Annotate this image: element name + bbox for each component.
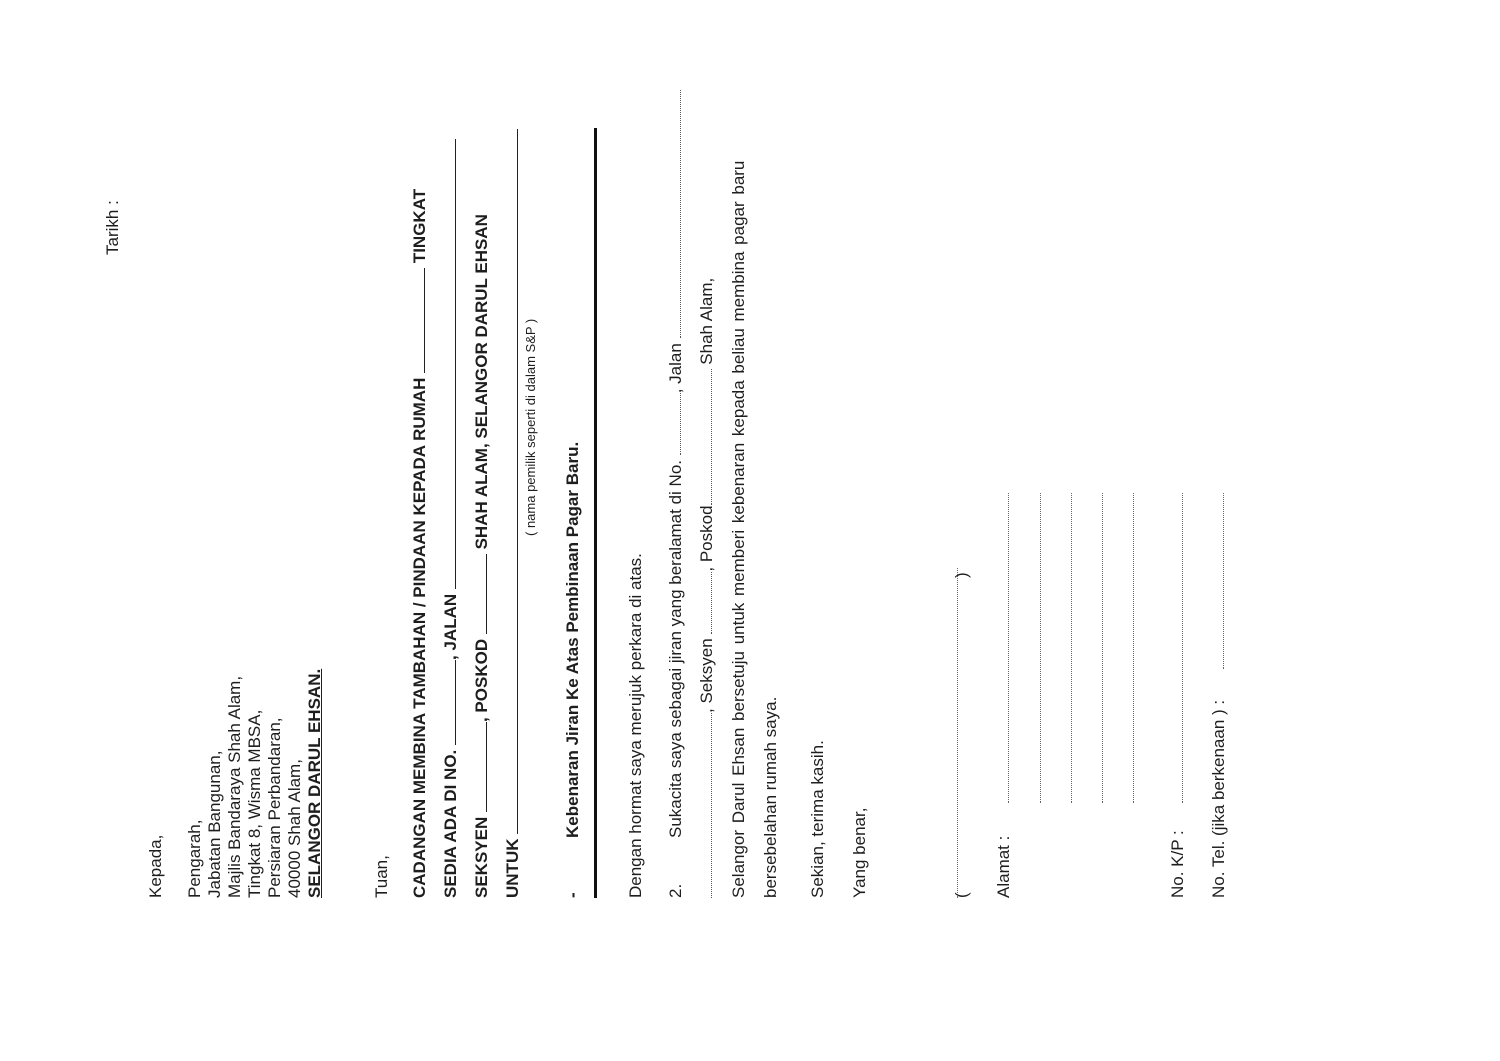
subject-text: UNTUK — [503, 838, 522, 898]
recipient-line: Tingkat 8, Wisma MBSA, — [245, 709, 264, 898]
phone-line — [1223, 493, 1224, 669]
recipient-line: 40000 Shah Alam, — [285, 759, 304, 898]
blank-owner — [501, 129, 518, 834]
subject-text: SHAH ALAM, SELANGOR DARUL EHSAN — [472, 214, 491, 550]
address-line — [1102, 493, 1103, 803]
ic-label: No. K/P : — [1168, 830, 1187, 898]
paragraph-text: , Poskod — [697, 505, 716, 572]
dots-street — [666, 90, 681, 338]
blank-floor — [408, 268, 425, 373]
subject-text: SEDIA ADA DI NO. — [441, 749, 460, 898]
subject-line-3 — [470, 214, 492, 898]
address-line — [1133, 493, 1134, 803]
recipient-line: Pengarah, — [185, 819, 204, 898]
subject-line-4 — [501, 129, 523, 898]
address-line — [1040, 493, 1041, 803]
signature-open-paren: ( — [952, 892, 971, 898]
signature-close-paren: ) — [952, 572, 971, 578]
paragraph-2-line-3: Selangor Darul Ehsan bersetuju untuk memberi kebenaran kepada beliau membina pagar baru — [729, 160, 748, 898]
subject-line-2 — [439, 139, 461, 898]
subject-text: , JALAN — [441, 593, 460, 660]
paragraph-text: , Seksyen — [697, 638, 716, 713]
dots-house-no — [666, 393, 681, 455]
recipient-address — [185, 669, 325, 898]
dots-postcode — [697, 369, 712, 505]
blank-house-no — [439, 660, 456, 745]
paragraph-text: Sukacita saya sebagai jiran yang beralamat di No. — [666, 460, 685, 838]
paragraph-2-line-4: bersebelahan rumah saya. — [761, 696, 780, 898]
date-label: Tarikh : — [103, 200, 122, 255]
closing: Sekian, terima kasih. — [808, 740, 827, 898]
paragraph-text: , Jalan — [666, 343, 685, 394]
subject-text: CADANGAN MEMBINA TAMBAHAN / PINDAAN KEPADA RUMAH — [410, 377, 429, 898]
phone-label: No. Tel. (jika berkenaan ) : — [1209, 699, 1228, 898]
subject-line-1 — [408, 189, 430, 898]
heading: Kebenaran Jiran Ke Atas Pembinaan Pagar Baru. — [563, 441, 582, 838]
recipient-line: Majlis Bandaraya Shah Alam, — [225, 675, 244, 898]
signoff: Yang benar, — [850, 807, 869, 898]
paragraph-text: Shah Alam, — [697, 277, 716, 365]
dots-section — [697, 572, 712, 634]
subject-text: SEKSYEN — [472, 816, 491, 898]
dots-street-cont — [697, 713, 712, 898]
recipient-state: SELANGOR DARUL EHSAN. — [305, 668, 324, 898]
paragraph-2-line-2 — [697, 278, 717, 898]
blank-street — [439, 139, 456, 589]
recipient-line: Jabatan Bangunan, — [205, 750, 224, 898]
salutation-to: Kepada, — [146, 834, 165, 898]
subject-text: , POSKOD — [472, 638, 491, 723]
greeting: Tuan, — [372, 855, 391, 898]
paragraph-2-number: 2. — [666, 883, 685, 898]
blank-section — [470, 722, 487, 812]
ic-line — [1182, 493, 1183, 803]
paragraph-2-line-1 — [666, 90, 686, 838]
address-label: Alamat : — [994, 835, 1013, 898]
address-line — [1071, 493, 1072, 803]
heading-bullet: - — [563, 892, 582, 898]
blank-postcode — [470, 554, 487, 634]
heading-rule — [594, 128, 597, 898]
subject-text: TINGKAT — [410, 188, 429, 264]
recipient-line: Persiaran Perbandaran, — [265, 717, 284, 898]
address-line — [1008, 493, 1009, 803]
signature-line — [957, 568, 958, 898]
owner-note: ( nama pemilik seperti di dalam S&P ) — [523, 318, 538, 536]
paragraph-1: Dengan hormat saya merujuk perkara di atas. — [626, 553, 645, 898]
